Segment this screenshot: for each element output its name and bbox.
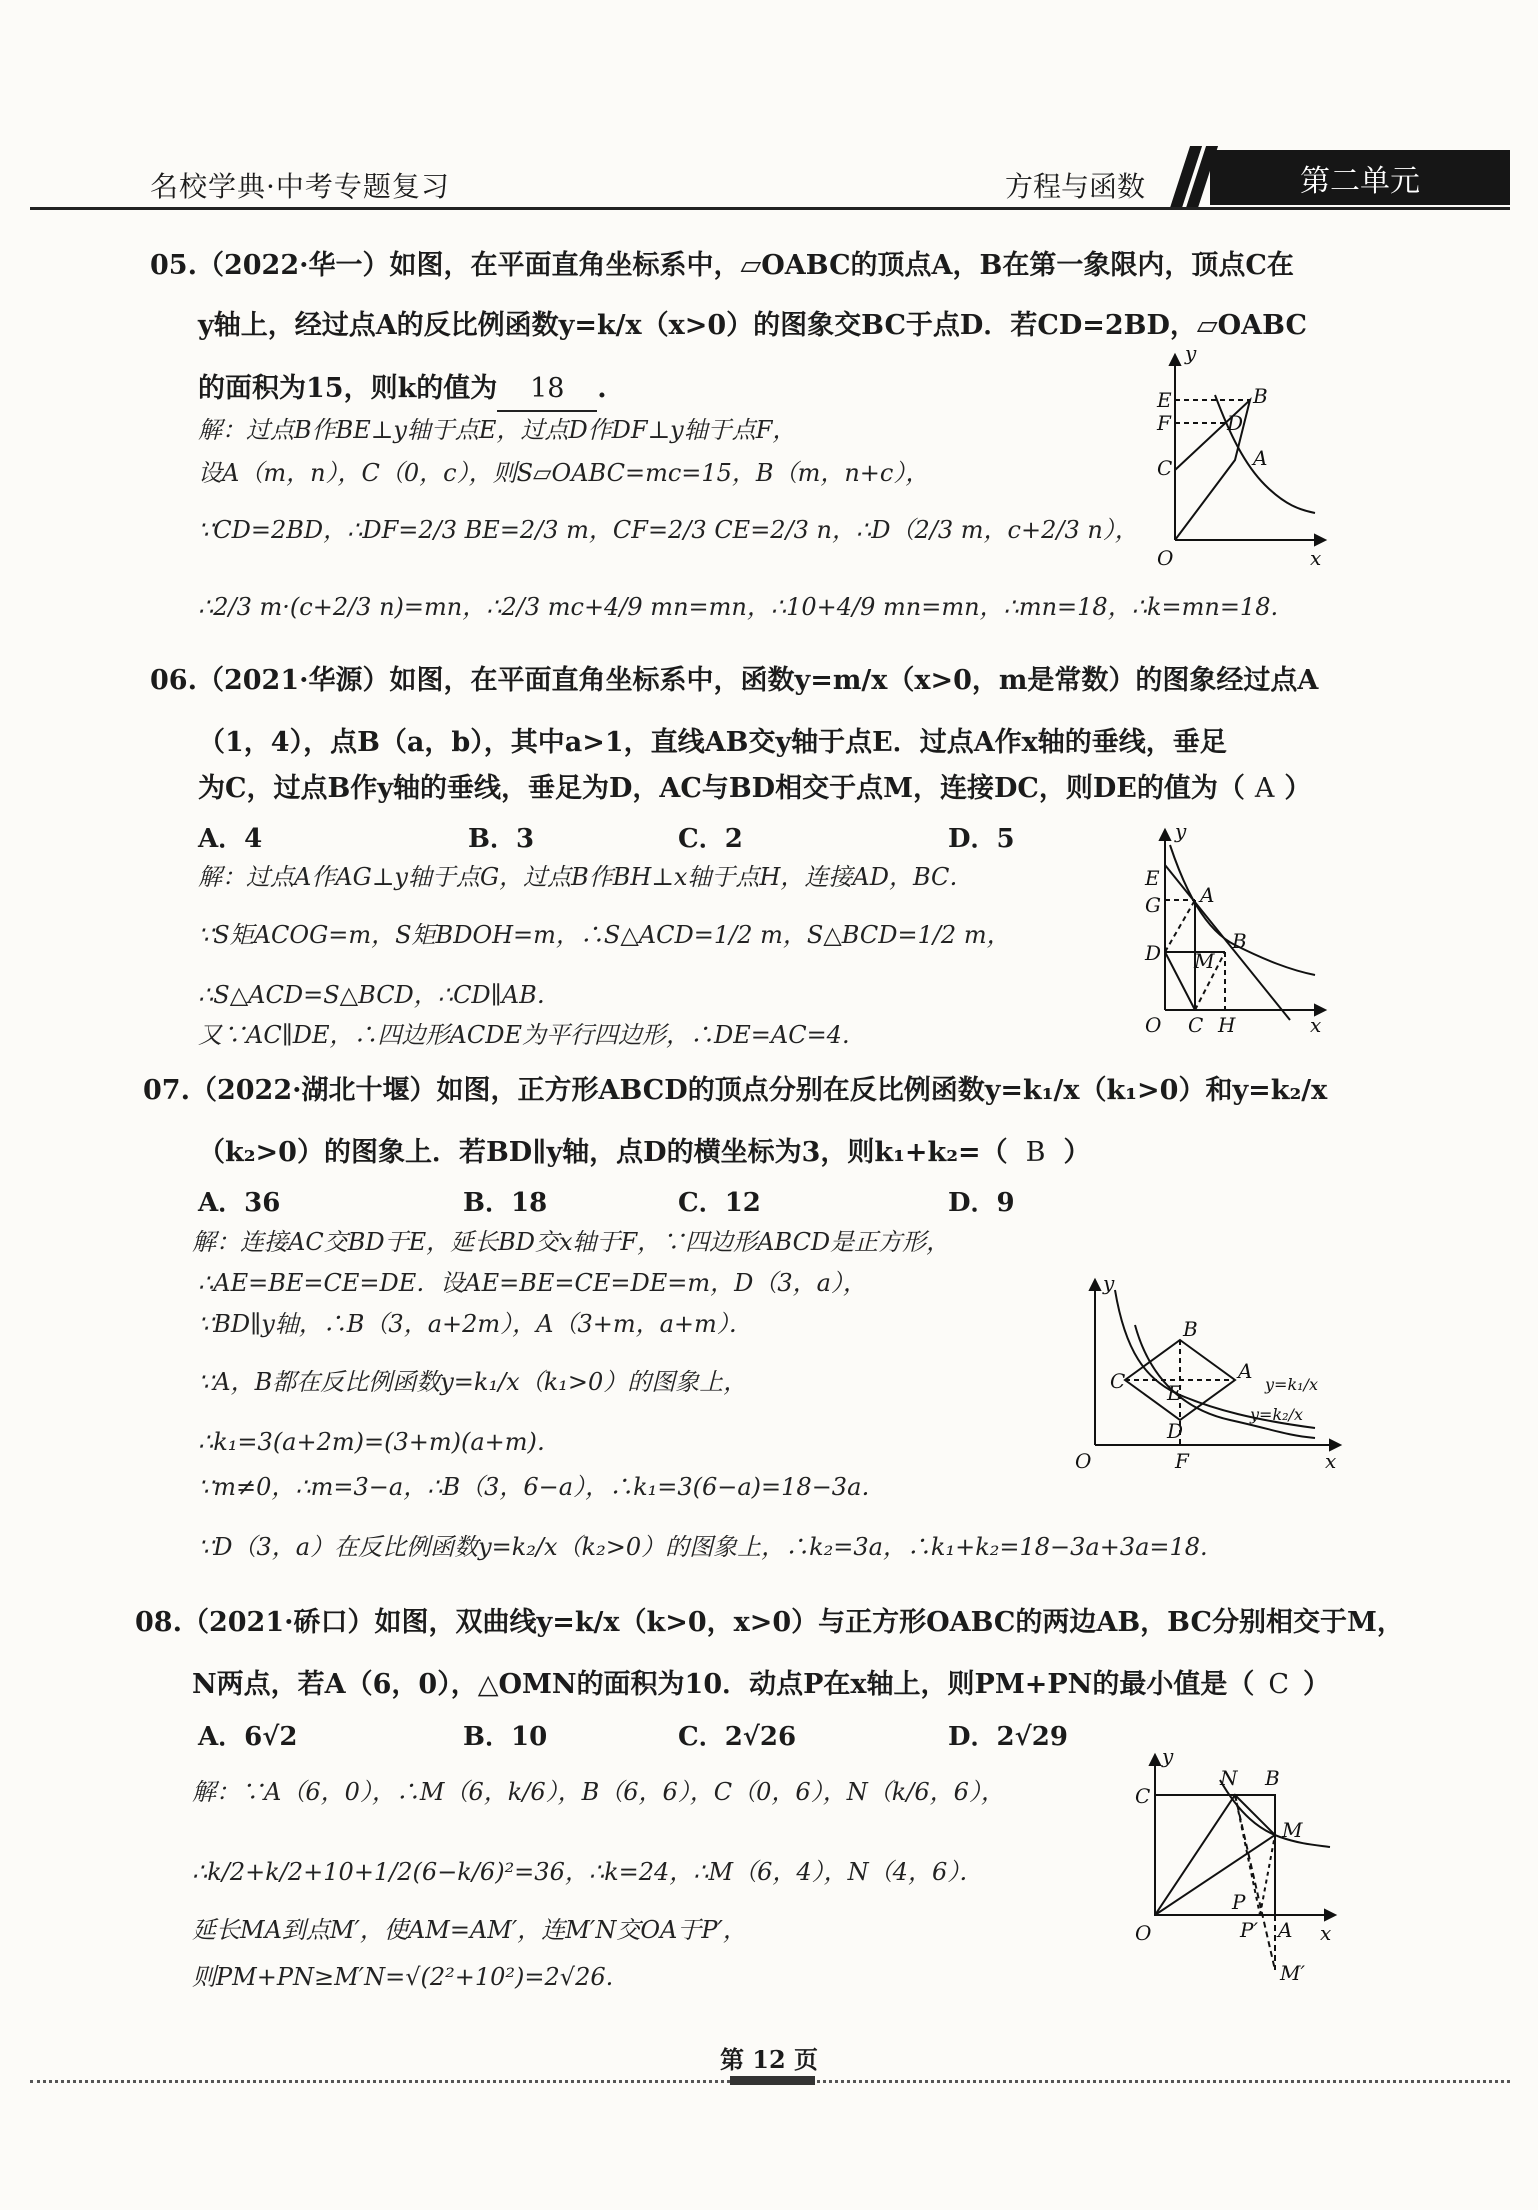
fig05-label-B: B [1253, 384, 1268, 408]
fig08-label-M-prime: M′ [1280, 1961, 1306, 1985]
q06-line3-end: ） [1284, 773, 1312, 804]
fig07-label-curve1: y=k₁/x [1265, 1375, 1318, 1394]
q07-line2-end: ） [1063, 1137, 1091, 1168]
q05-answer-blank: 18 [497, 368, 597, 412]
q07-sol-7: ∵D（3，a）在反比例函数y=k₂/x（k₂>0）的图象上，∴k₂=3a，∴k₁+k₂=18−3a+3a=18. [198, 1533, 1208, 1561]
q07-line1: 07.（2022·湖北十堰）如图，正方形ABCD的顶点分别在反比例函数y=k₁/x（k₁>0）和y=k₂/x [143, 1075, 1328, 1106]
fig05-label-F: F [1157, 411, 1171, 435]
q08-sol-4: 则PM+PN≥M′N=√(2²+10²)=2√26. [192, 1963, 614, 1991]
fig05-label-C: C [1157, 456, 1173, 480]
q08-option-d: D．2√29 [948, 1722, 1068, 1752]
q05-sol-3: ∵CD=2BD，∴DF=2/3 BE=2/3 m，CF=2/3 CE=2/3 n，∴D（2/3 m，c+2/3 n）， [198, 516, 1139, 544]
q06-option-a: A．4 [198, 824, 263, 854]
q07-sol-1: 解：连接AC交BD于E，延长BD交x轴于F，∵四边形ABCD是正方形， [192, 1228, 951, 1256]
fig07-label-A: A [1238, 1359, 1253, 1383]
q05-figure [1135, 345, 1335, 570]
q05-line3 [198, 368, 607, 412]
q06-sol-1: 解：过点A作AG⊥y轴于点G，过点B作BH⊥x轴于点H，连接AD，BC． [198, 863, 974, 891]
fig05-label-x: x [1310, 546, 1322, 570]
fig06-label-E: E [1145, 866, 1160, 890]
fig06-label-M: M [1194, 949, 1215, 973]
q07-option-a: A．36 [198, 1188, 281, 1218]
q06-options [198, 818, 1098, 854]
fig05-label-O: O [1157, 546, 1174, 570]
q07-figure [1055, 1270, 1345, 1475]
fig06-label-D: D [1145, 941, 1162, 965]
q06-option-d: D．5 [948, 824, 1015, 854]
fig07-label-F: F [1175, 1449, 1189, 1473]
fig06-label-y: y [1175, 820, 1187, 843]
q06-sol-4: 又∵AC∥DE，∴四边形ACDE为平行四边形，∴DE=AC=4. [198, 1021, 850, 1049]
q07-sol-3: ∵BD∥y轴，∴B（3，a+2m），A（3+m，a+m）． [198, 1310, 753, 1338]
fig07-label-D: D [1167, 1419, 1184, 1443]
fig08-label-y: y [1162, 1745, 1174, 1768]
q08-line1: 08.（2021·硚口）如图，双曲线y=k/x（k>0，x>0）与正方形OABC的两边AB，BC分别相交于M， [135, 1607, 1404, 1638]
fig08-label-M: M [1282, 1818, 1303, 1842]
q05-line3-end: . [597, 373, 607, 404]
fig07-label-x: x [1325, 1449, 1337, 1473]
page-number: 第 12 页 [719, 2045, 819, 2074]
q06-option-b: B．3 [468, 824, 535, 854]
q07-line2-text: （k₂>0）的图象上．若BD∥y轴，点D的横坐标为3，则k₁+k₂=（ [198, 1137, 1008, 1168]
q07-answer: B [1025, 1137, 1046, 1168]
fig07-label-curve2: y=k₂/x [1250, 1405, 1303, 1424]
fig08-label-P: P [1232, 1890, 1246, 1914]
fig06-label-O: O [1145, 1013, 1162, 1037]
q07-sol-5: ∴k₁=3(a+2m)=(3+m)(a+m)． [198, 1428, 561, 1456]
q07-sol-4: ∵A，B都在反比例函数y=k₁/x（k₁>0）的图象上， [198, 1368, 748, 1396]
q08-line2 [192, 1664, 1330, 1706]
fig06-label-G: G [1145, 893, 1161, 917]
q05-sol-4: ∴2/3 m·(c+2/3 n)=mn，∴2/3 mc+4/9 mn=mn，∴10+4/9 mn=mn，∴mn=18，∴k=mn=18. [198, 593, 1279, 621]
q08-option-b: B．10 [463, 1722, 548, 1752]
q08-sol-3: 延长MA到点M′，使AM=AM′，连M′N交OA于P′， [192, 1916, 747, 1944]
q06-sol-3: ∴S△ACD=S△BCD，∴CD∥AB． [198, 981, 561, 1009]
fig06-label-B: B [1232, 929, 1247, 953]
fig08-label-A: A [1278, 1918, 1293, 1942]
q06-line2: （1，4），点B（a，b），其中a>1，直线AB交y轴于点E．过点A作x轴的垂线，垂足 [198, 727, 1227, 758]
footer-bar [730, 2076, 815, 2085]
q08-line2-text: N两点，若A（6，0），△OMN的面积为10．动点P在x轴上，则PM+PN的最小值是（ [192, 1669, 1255, 1700]
q05-line3-text: 的面积为15，则k的值为 [198, 373, 498, 404]
fig05-label-D: D [1227, 411, 1244, 435]
q07-option-c: C．12 [678, 1188, 761, 1218]
q08-sol-2: ∴k/2+k/2+10+1/2(6−k/6)²=36，∴k=24，∴M（6，4），N（4，6）． [192, 1858, 984, 1886]
q08-answer: C [1268, 1669, 1289, 1700]
q06-answer: A [1254, 773, 1275, 804]
fig07-label-C: C [1110, 1369, 1126, 1393]
q08-option-c: C．2√26 [678, 1722, 797, 1752]
header-rule [30, 207, 1510, 210]
q07-line2 [198, 1132, 1091, 1174]
q05-sol-1: 解：过点B作BE⊥y轴于点E，过点D作DF⊥y轴于点F， [198, 416, 797, 444]
q07-sol-2: ∴AE=BE=CE=DE．设AE=BE=CE=DE=m，D（3，a）， [198, 1269, 867, 1297]
q07-option-b: B．18 [463, 1188, 548, 1218]
fig06-label-x: x [1310, 1013, 1322, 1037]
q08-sol-1: 解：∵A（6，0），∴M（6，k/6），B（6，6），C（0，6），N（k/6，6）， [192, 1778, 1005, 1806]
q05-line1: 05.（2022·华一）如图，在平面直角坐标系中，▱OABC的顶点A，B在第一象限内，顶点C在 [150, 250, 1294, 281]
fig06-label-H: H [1218, 1013, 1236, 1037]
fig07-label-E: E [1167, 1381, 1182, 1405]
fig08-label-P-prime: P′ [1240, 1918, 1258, 1942]
q06-option-c: C．2 [678, 824, 743, 854]
header-series-title: 名校学典·中考专题复习 [150, 170, 450, 203]
fig05-label-y: y [1185, 345, 1197, 365]
q08-option-a: A．6√2 [198, 1722, 298, 1752]
fig06-label-C: C [1188, 1013, 1204, 1037]
fig06-label-A: A [1200, 883, 1215, 907]
fig07-label-B: B [1183, 1317, 1198, 1341]
q06-line1: 06.（2021·华源）如图，在平面直角坐标系中，函数y=m/x（x>0，m是常数）的图象经过点A [150, 665, 1319, 696]
q08-options [198, 1716, 1098, 1752]
fig08-label-x: x [1320, 1921, 1332, 1945]
q06-figure [1120, 820, 1335, 1045]
fig08-label-B: B [1265, 1766, 1280, 1790]
q07-options [198, 1182, 1098, 1218]
fig07-label-y: y [1103, 1271, 1115, 1295]
q07-sol-6: ∵m≠0，∴m=3−a，∴B（3，6−a），∴k₁=3(6−a)=18−3a． [198, 1473, 886, 1501]
q06-sol-2: ∵S矩ACOG=m，S矩BDOH=m，∴S△ACD=1/2 m，S△BCD=1/2 m， [198, 921, 1011, 949]
fig08-label-N: N [1220, 1766, 1238, 1790]
q07-option-d: D．9 [948, 1188, 1015, 1218]
q08-line2-end: ） [1303, 1669, 1330, 1700]
fig07-label-O: O [1075, 1449, 1092, 1473]
fig08-label-O: O [1135, 1921, 1152, 1945]
q06-line3 [198, 768, 1311, 810]
q05-line2: y轴上，经过点A的反比例函数y=k/x（x>0）的图象交BC于点D．若CD=2BD，▱OABC [198, 310, 1307, 341]
q05-sol-2: 设A（m，n），C（0，c），则S▱OABC=mc=15，B（m，n+c）， [198, 459, 930, 487]
header-topic: 方程与函数 [1005, 170, 1146, 203]
fig05-label-E: E [1157, 388, 1172, 412]
fig05-label-A: A [1253, 446, 1268, 470]
header-unit-badge: 第二单元 [1210, 150, 1510, 205]
q06-line3-text: 为C，过点B作y轴的垂线，垂足为D，AC与BD相交于点M，连接DC，则DE的值为（ [198, 773, 1245, 804]
q08-figure [1120, 1745, 1340, 1990]
fig08-label-C: C [1135, 1784, 1151, 1808]
